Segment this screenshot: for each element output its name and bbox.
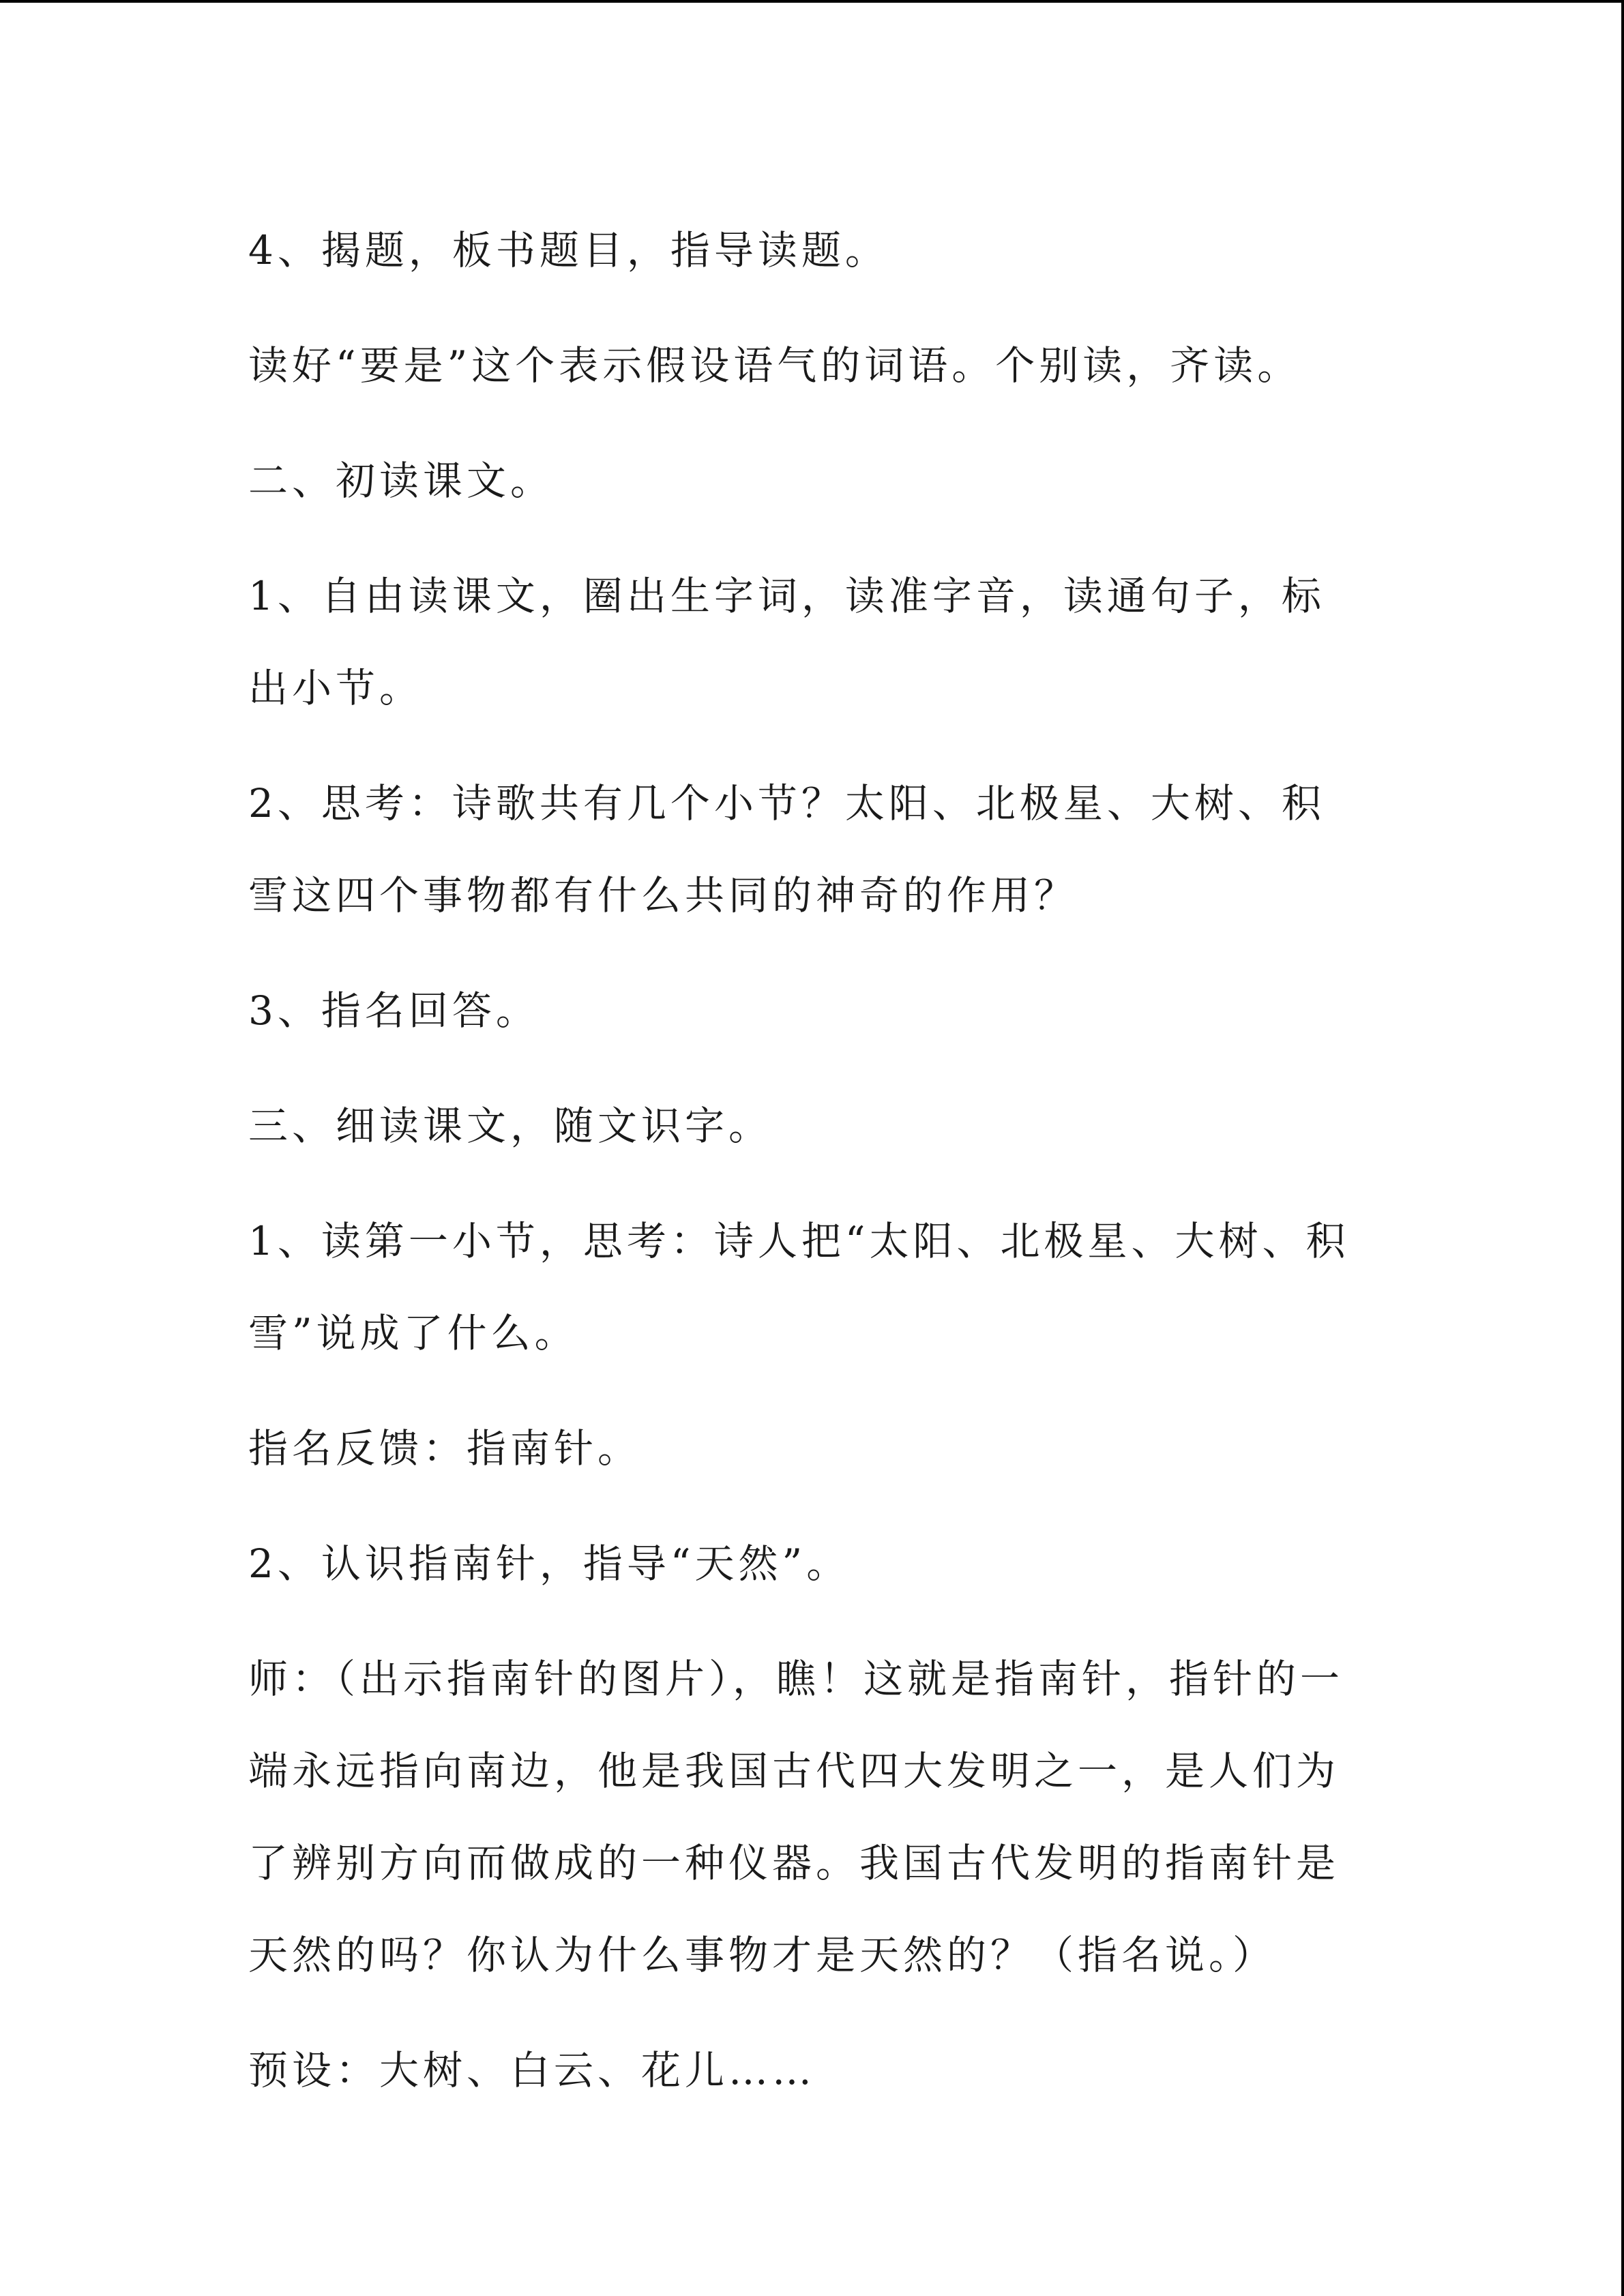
paragraph-preset-answers: 预设：大树、白云、花儿…… [248, 2047, 816, 2093]
paragraph-teacher-speech: 师：（出示指南针的图片），瞧！这就是指南针，指针的一端永远指向南边，他是我国古代四大发明之一，是人们为了辨别方向而做成的一种仪器。我国古代发明的指南针是天然的吗？你认为什么事物才是天然的？（指名说。） [248, 1656, 1344, 1978]
section-heading-first-reading: 二、初读课文。 [248, 458, 555, 504]
paragraph-compass-natural: 2、认识指南针，指导“天然”。 [248, 1540, 851, 1587]
paragraph-think-question: 2、思考：诗歌共有几个小节？太阳、北极星、大树、积雪这四个事物都有什么共同的神奇的作用？ [248, 780, 1325, 919]
paragraph-read-yaoshi: 读好“要是”这个表示假设语气的词语。个别读，齐读。 [248, 342, 1301, 389]
section-heading-close-reading: 三、细读课文，随文识字。 [248, 1103, 773, 1149]
document-body [248, 205, 1367, 2140]
paragraph-read-first-section: 1、读第一小节，思考：诗人把“太阳、北极星、大树、积雪”说成了什么。 [248, 1218, 1350, 1356]
paragraph-free-reading: 1、自由读课文，圈出生字词，读准字音，读通句子，标出小节。 [248, 573, 1325, 711]
paragraph-step-4-reveal-title: 4、揭题，板书题目，指导读题。 [248, 227, 889, 273]
paragraph-feedback: 指名反馈：指南针。 [248, 1425, 642, 1472]
paragraph-answer: 3、指名回答。 [248, 987, 540, 1034]
